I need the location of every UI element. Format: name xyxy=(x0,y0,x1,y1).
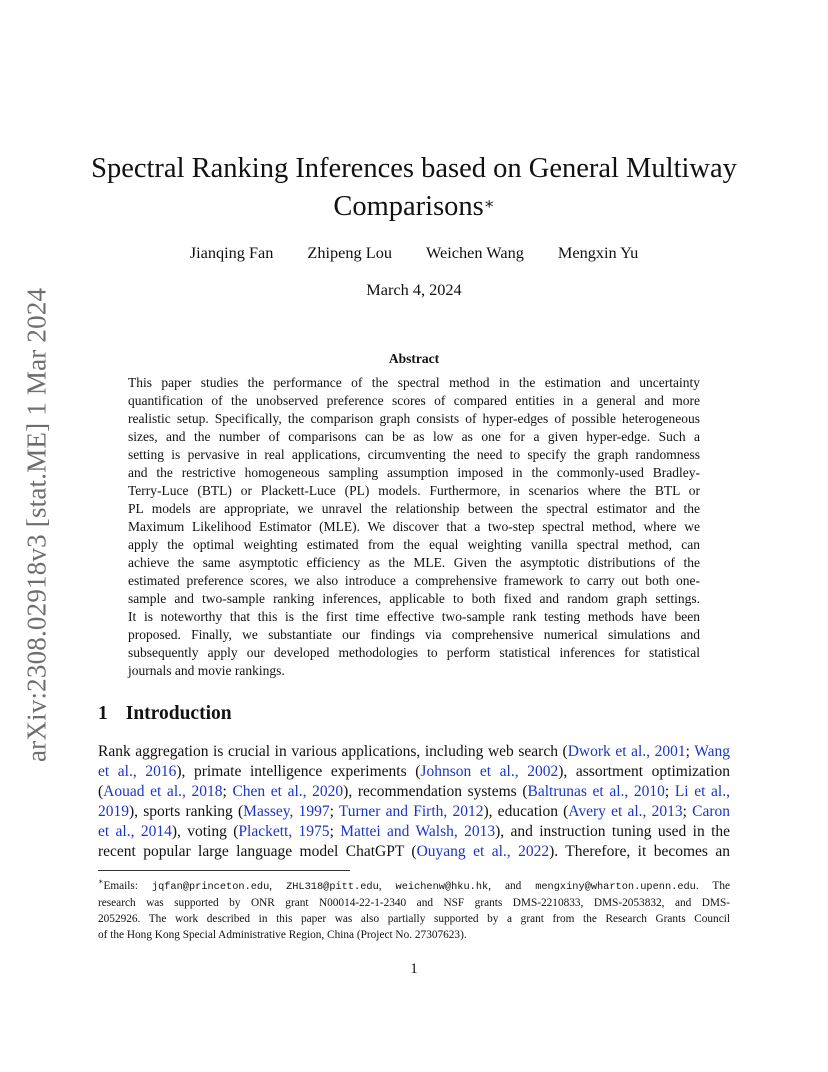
paper-title xyxy=(80,150,748,226)
abstract-line: Maximum Likelihood Estimator (MLE). We discover that a two-step spectral method, where we xyxy=(128,519,700,534)
title-line-1: Spectral Ranking Inferences based on General Multiway xyxy=(91,153,737,184)
citation-link[interactable]: Caron xyxy=(692,803,730,821)
citation-link[interactable]: Mattei and Walsh, 2013 xyxy=(340,823,496,841)
intro-text: ), voting ( xyxy=(171,823,239,841)
abstract-line: apply the optimal weighting estimated from the equal weighting vanilla spectral method, can xyxy=(128,537,700,552)
intro-text: ), recommendation systems ( xyxy=(343,783,528,801)
intro-text: ; xyxy=(664,783,675,801)
abstract-heading: Abstract xyxy=(388,351,440,366)
intro-text: ), assortment optimization xyxy=(558,763,730,781)
section-title: Introduction xyxy=(125,703,232,724)
abstract-line: and the restrictive homogeneous sampling assumption imposed in the commonly-used Bradley- xyxy=(128,465,700,480)
citation-link[interactable]: Turner and Firth, 2012 xyxy=(338,803,484,821)
citation-link[interactable]: Dwork et al., 2001 xyxy=(567,743,686,760)
citation-link[interactable]: Avery et al., 2013 xyxy=(568,803,683,821)
intro-text: ), education ( xyxy=(483,803,569,821)
citation-link[interactable]: et al., 2016 xyxy=(98,763,177,781)
footnote-text: . The xyxy=(695,879,730,892)
footnote-text: Emails: xyxy=(103,879,152,892)
citation-link[interactable]: et al., 2014 xyxy=(98,823,172,841)
intro-text: ), and instruction tuning used in the xyxy=(495,823,731,841)
abstract-line: sample and two-sample ranking inferences, applicable to both fixed and random graph settings. xyxy=(128,591,700,606)
intro-text: ; xyxy=(222,783,233,801)
abstract-line: sizes, and the number of comparisons can be as low as one for a given hyper-edge. Such a xyxy=(128,429,700,444)
intro-line xyxy=(98,762,730,782)
email-link[interactable]: mengxiny@wharton.upenn.edu xyxy=(535,880,696,893)
intro-text: ), sports ranking ( xyxy=(129,803,244,821)
footnote-text: , xyxy=(378,879,396,892)
abstract-line: achieve the same asymptotic efficiency as the MLE. Given the asymptotic distributions of the xyxy=(128,555,700,570)
abstract-line: PL models are appropriate, we unravel the relationship between the spectral estimator and the xyxy=(128,501,700,516)
citation-link[interactable]: 2019 xyxy=(98,803,129,821)
intro-text: ), primate intelligence experiments ( xyxy=(176,763,421,781)
abstract-line: estimated preference scores, we also introduce a comprehensive framework to carry out both one- xyxy=(128,573,700,588)
citation-link[interactable]: Aouad et al., 2018 xyxy=(103,783,223,801)
intro-line xyxy=(98,842,730,862)
abstract-line: setting is pervasive in real applications, circumventing the need to specify the graph randomness xyxy=(128,447,700,462)
footnote-text: , xyxy=(269,879,287,892)
citation-link[interactable]: Wang xyxy=(694,743,731,760)
arxiv-identifier: arXiv:2308.02918v3 [stat.ME] 1 Mar 2024 xyxy=(21,287,52,763)
intro-text: ; xyxy=(329,803,339,821)
page-number: 1 xyxy=(410,961,418,977)
abstract-body xyxy=(128,374,700,680)
title-footnote-mark: ∗ xyxy=(483,196,495,213)
abstract-line: It is noteworthy that this is the first time effective two-sample rank testing methods have been xyxy=(128,609,700,624)
section-number: 1 xyxy=(98,703,108,724)
intro-text: ). Therefore, it becomes an xyxy=(549,843,730,861)
citation-link[interactable]: Plackett, 1975 xyxy=(238,823,330,841)
intro-text: ; xyxy=(329,823,341,841)
abstract-line: This paper studies the performance of the spectral method in the estimation and uncertainty xyxy=(128,375,700,390)
email-link[interactable]: jqfan@princeton.edu xyxy=(151,880,270,893)
footnote-text: , and xyxy=(488,879,536,892)
footnote xyxy=(98,874,730,944)
intro-text: recent popular large language model ChatGPT ( xyxy=(98,843,417,861)
email-link[interactable]: weichenw@hku.hk xyxy=(395,880,489,893)
intro-text: ( xyxy=(98,783,104,801)
abstract-line: quantification of the unobserved preference scores of compared entities in a general and more xyxy=(128,393,700,408)
title-line-2: Comparisons xyxy=(333,191,484,222)
intro-line xyxy=(98,822,730,842)
introduction-paragraph xyxy=(98,742,730,863)
intro-line xyxy=(98,802,730,822)
citation-link[interactable]: Massey, 1997 xyxy=(243,803,330,821)
intro-text: ; xyxy=(682,803,693,821)
abstract-line: proposed. Finally, we substantiate our findings via comprehensive numerical simulations and xyxy=(128,627,700,642)
intro-text: Rank aggregation is crucial in various applications, including web search ( xyxy=(98,743,568,760)
abstract-line: Terry-Luce (BTL) or Plackett-Luce (PL) models. Furthermore, in scenarios where the BTL or xyxy=(128,483,700,498)
footnote-line xyxy=(98,874,730,895)
intro-text: ; xyxy=(685,743,695,760)
abstract-line: realistic setup. Specifically, the comparison graph consists of hyper-edges of possible heterogeneous xyxy=(128,411,700,426)
citation-link[interactable]: Baltrunas et al., 2010 xyxy=(527,783,665,801)
author-name: Weichen Wang xyxy=(425,243,524,262)
footnote-line: 2052926. The work described in this paper was also partially supported by a grant from the Research Grants Council xyxy=(98,913,730,926)
intro-line xyxy=(98,782,730,802)
footnote-mark: ∗ xyxy=(98,877,104,886)
email-link[interactable]: ZHL318@pitt.edu xyxy=(286,880,379,893)
footnote-line: of the Hong Kong Special Administrative Region, China (Project No. 27307623). xyxy=(98,929,467,942)
section-heading-introduction xyxy=(98,703,232,725)
author-name: Jianqing Fan xyxy=(189,243,274,262)
citation-link[interactable]: Li et al., xyxy=(674,783,730,801)
citation-link[interactable]: Johnson et al., 2002 xyxy=(420,763,559,781)
abstract-line: subsequently apply our developed methodologies to perform statistical inferences for statistical xyxy=(128,645,700,660)
author-name: Mengxin Yu xyxy=(557,243,639,262)
citation-link[interactable]: Ouyang et al., 2022 xyxy=(416,843,550,861)
citation-link[interactable]: Chen et al., 2020 xyxy=(232,783,344,801)
abstract-line: journals and movie rankings. xyxy=(128,663,285,678)
paper-date: March 4, 2024 xyxy=(366,280,462,299)
intro-line xyxy=(98,742,730,762)
footnote-divider xyxy=(98,870,350,871)
author-list xyxy=(100,243,728,263)
author-name: Zhipeng Lou xyxy=(307,243,392,262)
footnote-line: research was supported by ONR grant N00014-22-1-2340 and NSF grants DMS-2210833, DMS-2053832, and DMS- xyxy=(98,896,730,909)
